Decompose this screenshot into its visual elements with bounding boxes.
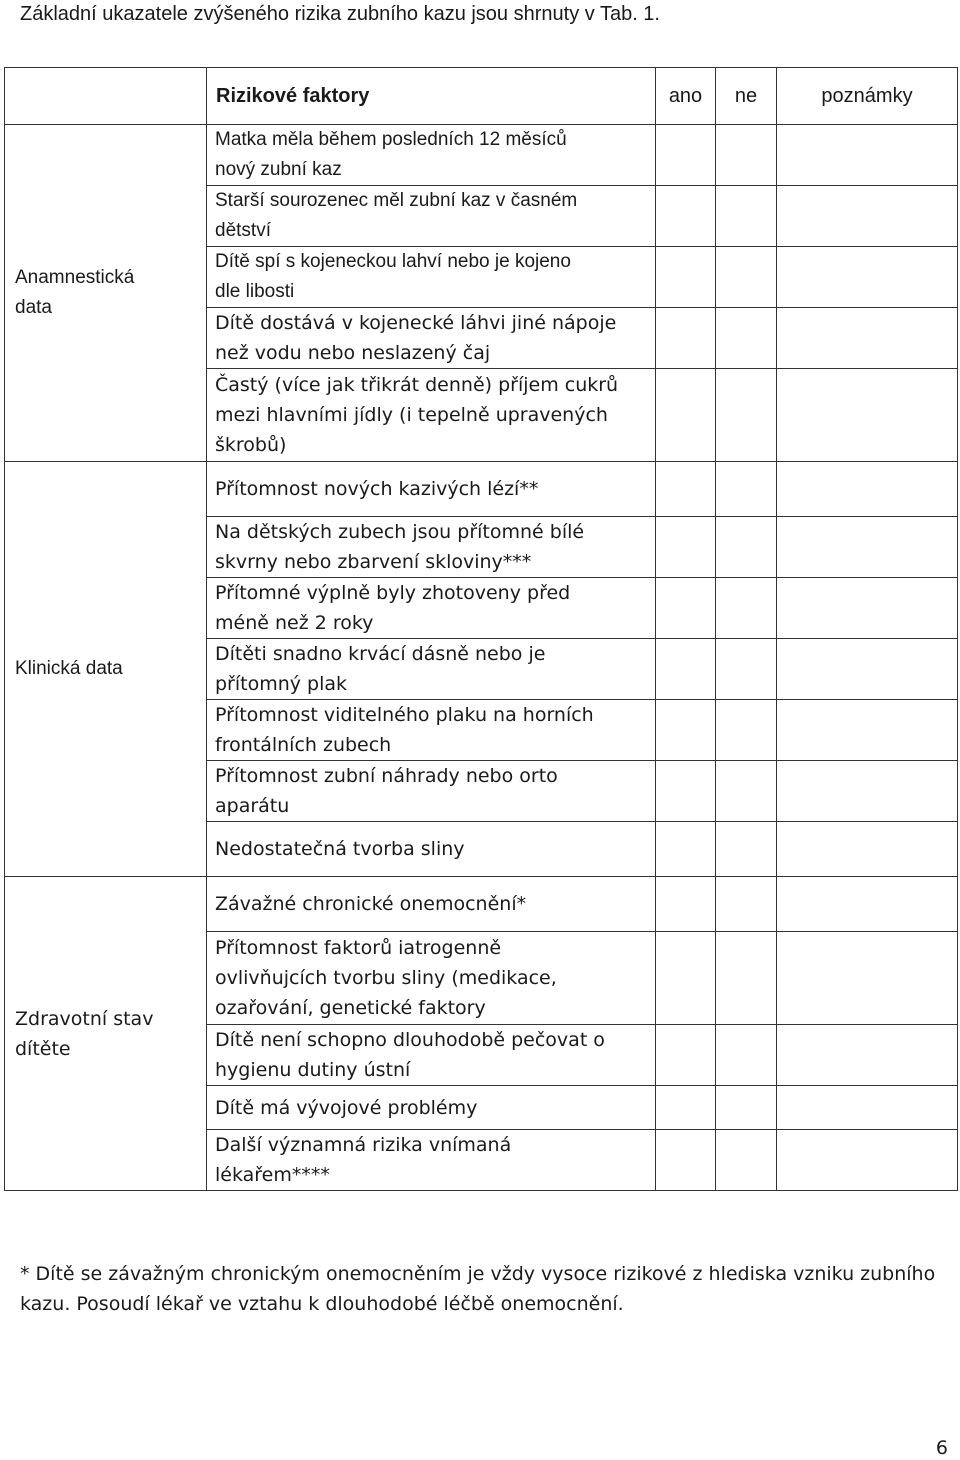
notes-cell[interactable] — [777, 462, 958, 517]
group-health-status: Zdravotní stav dítěte — [5, 877, 207, 1191]
notes-cell[interactable] — [777, 761, 958, 822]
risk-factor-14: Přítomnost faktorů iatrogenně ovlivňujcích tvorbu sliny (medikace, ozařování, genetické faktory — [207, 932, 656, 1025]
header-risk-factors: Rizikové faktory — [207, 68, 656, 125]
yes-cell[interactable] — [656, 639, 716, 700]
yes-cell[interactable] — [656, 308, 716, 369]
yes-cell[interactable] — [656, 700, 716, 761]
notes-cell[interactable] — [777, 247, 958, 308]
risk-factor-17: Další významná rizika vnímaná lékařem**** — [207, 1130, 656, 1191]
risk-factor-11: Přítomnost zubní náhrady nebo orto aparátu — [207, 761, 656, 822]
no-cell[interactable] — [716, 761, 777, 822]
page-number: 6 — [935, 1437, 948, 1459]
yes-cell[interactable] — [656, 125, 716, 186]
no-cell[interactable] — [716, 1130, 777, 1191]
group-anamnestic-data: Anamnestická data — [5, 125, 207, 462]
no-cell[interactable] — [716, 308, 777, 369]
header-blank-cell — [5, 68, 207, 125]
notes-cell[interactable] — [777, 1086, 958, 1130]
yes-cell[interactable] — [656, 1130, 716, 1191]
table-header-row — [5, 68, 958, 125]
no-cell[interactable] — [716, 932, 777, 1025]
risk-factor-9: Dítěti snadno krvácí dásně nebo je přítomný plak — [207, 639, 656, 700]
intro-text: Základní ukazatele zvýšeného rizika zubního kazu jsou shrnuty v Tab. 1. — [20, 3, 660, 25]
no-cell[interactable] — [716, 700, 777, 761]
notes-cell[interactable] — [777, 822, 958, 877]
risk-factor-5: Častý (více jak třikrát denně) příjem cukrů mezi hlavními jídly (i tepelně upravených škrobů) — [207, 369, 656, 462]
yes-cell[interactable] — [656, 578, 716, 639]
header-yes: ano — [656, 68, 716, 125]
notes-cell[interactable] — [777, 125, 958, 186]
yes-cell[interactable] — [656, 462, 716, 517]
header-notes: poznámky — [777, 68, 958, 125]
risk-factor-1: Matka měla během posledních 12 měsíců nový zubní kaz — [207, 125, 656, 186]
footnote: * Dítě se závažným chronickým onemocněním je vždy vysoce rizikové z hlediska vzniku zubního kazu. Posoudí lékař ve vztahu k dlouhodobé léčbě onemocnění. — [20, 1263, 936, 1315]
yes-cell[interactable] — [656, 369, 716, 462]
no-cell[interactable] — [716, 1086, 777, 1130]
no-cell[interactable] — [716, 1025, 777, 1086]
yes-cell[interactable] — [656, 822, 716, 877]
risk-factor-3: Dítě spí s kojeneckou lahví nebo je kojeno dle libosti — [207, 247, 656, 308]
notes-cell[interactable] — [777, 932, 958, 1025]
table-row — [5, 125, 958, 186]
no-cell[interactable] — [716, 462, 777, 517]
notes-cell[interactable] — [777, 308, 958, 369]
yes-cell[interactable] — [656, 932, 716, 1025]
yes-cell[interactable] — [656, 1025, 716, 1086]
no-cell[interactable] — [716, 639, 777, 700]
risk-factor-4: Dítě dostává v kojenecké láhvi jiné nápoje než vodu nebo neslazený čaj — [207, 308, 656, 369]
notes-cell[interactable] — [777, 369, 958, 462]
risk-factor-16: Dítě má vývojové problémy — [207, 1086, 656, 1130]
risk-factor-2: Starší sourozenec měl zubní kaz v časném dětství — [207, 186, 656, 247]
risk-factor-6: Přítomnost nových kazivých lézí** — [207, 462, 656, 517]
yes-cell[interactable] — [656, 186, 716, 247]
notes-cell[interactable] — [777, 186, 958, 247]
no-cell[interactable] — [716, 125, 777, 186]
yes-cell[interactable] — [656, 517, 716, 578]
notes-cell[interactable] — [777, 1130, 958, 1191]
notes-cell[interactable] — [777, 1025, 958, 1086]
risk-factor-8: Přítomné výplně byly zhotoveny před méně než 2 roky — [207, 578, 656, 639]
no-cell[interactable] — [716, 578, 777, 639]
table-row — [5, 877, 958, 932]
no-cell[interactable] — [716, 517, 777, 578]
no-cell[interactable] — [716, 822, 777, 877]
no-cell[interactable] — [716, 186, 777, 247]
risk-factor-13: Závažné chronické onemocnění* — [207, 877, 656, 932]
risk-factor-7: Na dětských zubech jsou přítomné bílé skvrny nebo zbarvení skloviny*** — [207, 517, 656, 578]
risk-factors-table — [4, 67, 958, 1191]
no-cell[interactable] — [716, 369, 777, 462]
notes-cell[interactable] — [777, 700, 958, 761]
yes-cell[interactable] — [656, 761, 716, 822]
yes-cell[interactable] — [656, 247, 716, 308]
no-cell[interactable] — [716, 247, 777, 308]
table-row — [5, 462, 958, 517]
notes-cell[interactable] — [777, 517, 958, 578]
yes-cell[interactable] — [656, 877, 716, 932]
risk-factor-10: Přítomnost viditelného plaku na horních frontálních zubech — [207, 700, 656, 761]
yes-cell[interactable] — [656, 1086, 716, 1130]
group-clinical-data: Klinická data — [5, 462, 207, 877]
header-no: ne — [716, 68, 777, 125]
notes-cell[interactable] — [777, 877, 958, 932]
risk-factor-15: Dítě není schopno dlouhodobě pečovat o hygienu dutiny ústní — [207, 1025, 656, 1086]
risk-factor-12: Nedostatečná tvorba sliny — [207, 822, 656, 877]
notes-cell[interactable] — [777, 578, 958, 639]
no-cell[interactable] — [716, 877, 777, 932]
notes-cell[interactable] — [777, 639, 958, 700]
